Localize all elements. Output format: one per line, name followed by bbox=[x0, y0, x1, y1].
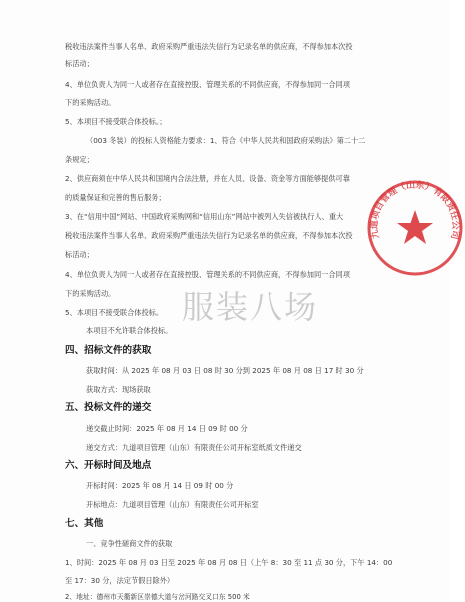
text-line: 5、本项目不接受联合体投标。； bbox=[65, 117, 167, 126]
text-line: 税收违法案件当事人名单、政府采购严重违法失信行为记录名单的供应商，不得参加本次投 bbox=[65, 42, 353, 51]
section-title-6: 六、开标时间及地点 bbox=[65, 460, 152, 471]
text-line: 2、供应商须在中华人民共和国境内合法注册，并在人员、设备、资金等方面能够提供可靠 bbox=[65, 174, 350, 183]
other-subtitle: 一、竞争性磋商文件的获取 bbox=[86, 539, 173, 548]
submit-deadline-row bbox=[86, 424, 248, 434]
acquire-method-value: 现场获取 bbox=[121, 385, 151, 394]
text-line: 标活动； bbox=[65, 59, 94, 68]
other-line-3: 2、地址：德州市天衢新区崇德大道与岔河路交叉口东 500 米 bbox=[65, 593, 250, 601]
section-title-5: 五、投标文件的递交 bbox=[65, 402, 152, 413]
open-time-row bbox=[86, 481, 233, 491]
open-place-label: 开标地点： bbox=[86, 500, 122, 509]
text-line: （003 冬装）的投标人资格能力要求：1、符合《中华人民共和国政府采购法》第二十二 bbox=[86, 136, 366, 145]
submit-place-value: 九道项目管理（山东）有限责任公司开标室纸质文件递交 bbox=[121, 443, 302, 452]
watermark-text: 服装八场 bbox=[182, 288, 319, 326]
text-line: 本项目不允许联合体投标。 bbox=[86, 326, 173, 335]
other-line-2: 至 17：30 分，法定节假日除外） bbox=[65, 576, 175, 585]
text-line: 下的采购活动。 bbox=[65, 98, 116, 107]
submit-deadline-value: 2025 年 08 月 14 日 09 时 00 分 bbox=[136, 424, 248, 433]
text-line: 3、在“信用中国”网站、中国政府采购网和“信用山东”网站中被列入失信被执行人、重大 bbox=[65, 212, 344, 221]
section-title-4: 四、招标文件的获取 bbox=[65, 345, 152, 356]
open-place-row bbox=[86, 500, 259, 510]
acquire-time-value: 从 2025 年 08 月 03 日 08 时 30 分到 2025 年 08 月 08 日 17 时 30 分 bbox=[121, 366, 364, 375]
open-time-value: 2025 年 08 月 14 日 09 时 00 分 bbox=[121, 481, 234, 490]
text-line: 条规定； bbox=[65, 155, 94, 164]
acquire-time-label: 获取时间： bbox=[86, 366, 122, 375]
open-place-value: 九道项目管理（山东）有限责任公司开标室 bbox=[121, 500, 259, 509]
text-line: 税收违法案件当事人名单、政府采购严重违法失信行为记录名单的供应商，不得参加本次投 bbox=[65, 231, 353, 240]
text-line: 下的采购活动。 bbox=[65, 289, 116, 298]
company-seal-icon bbox=[365, 178, 465, 278]
text-line: 标活动； bbox=[65, 250, 94, 259]
open-time-label: 开标时间： bbox=[86, 481, 122, 490]
text-line: 的质量保证和完善的售后服务； bbox=[65, 193, 166, 202]
section-title-7: 七、其他 bbox=[65, 518, 104, 529]
acquire-time-row bbox=[86, 366, 364, 376]
seal-text: 九道项目管理（山东）有限责任公司 bbox=[369, 180, 461, 241]
text-line: 4、单位负责人为同一人或者存在直接控股、管理关系的不同供应商，不得参加同一合同项 bbox=[65, 270, 350, 279]
text-line: 5、本项目不接受联合体投标。 bbox=[65, 308, 164, 317]
acquire-method-label: 获取方式： bbox=[86, 385, 122, 394]
other-line-1: 1、时间：2025 年 08 月 03 日至 2025 年 08 月 08 日（上午 8：30 至 11 点 30 分，下午 14：00 bbox=[65, 558, 393, 567]
submit-place-label: 递交方式： bbox=[86, 443, 122, 452]
acquire-method-row bbox=[86, 385, 151, 395]
submit-deadline-label: 递交截止时间： bbox=[86, 424, 137, 433]
text-line: 4、单位负责人为同一人或者存在直接控股、管理关系的不同供应商，不得参加同一合同项 bbox=[65, 80, 350, 89]
submit-place-row bbox=[86, 443, 302, 453]
